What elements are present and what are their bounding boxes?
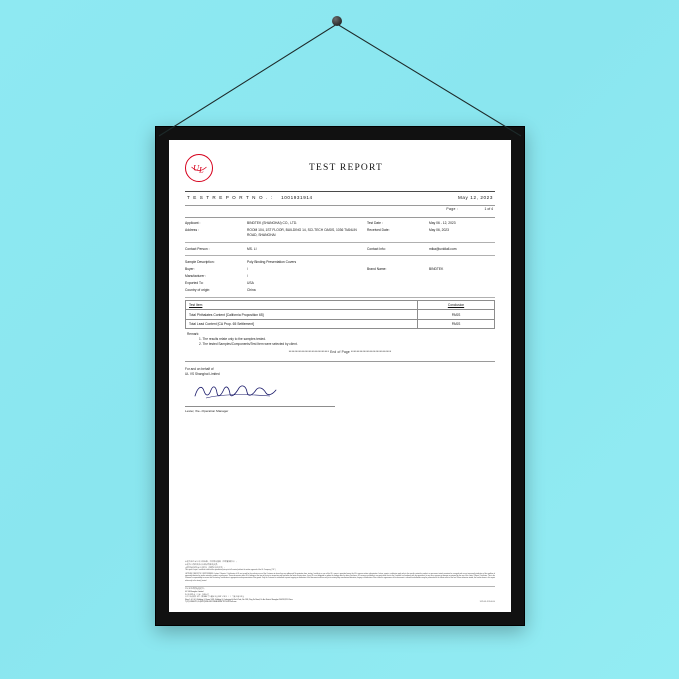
info-value: China — [247, 287, 256, 292]
info-value: BINDTEK (SHANGHAI) CO., LTD. — [247, 221, 298, 226]
picture-frame — [155, 126, 525, 626]
footer-legal-text: LETTERS / REPORTS / CERTIFICATES: Letters / Reports / Certificates of UL are issued for the exclusive use of the Customer to whom they are addressed. No quotation from, testing / certificate or use of the UL's name is permitted except by UL's express written authorization. Letters, reports, certificates apply only to the specific materials, products or processes tested, examined or surveyed and are not necessarily indicative of the qualities of apparently identical or similar materials, products or processes. These documents reflect UL's findings at the time of the test or inspection only and within the limits of instructions, if any. UL is not obligated to update the findings after the date of issuance. UL assumes no liability to any party other than to the Customer in accordance with the agreement, for any loss, expense or damage occasioned by the use of this Letter / Report / Certificate. This is the Customer's responsibility to ensure that the testing / certification is appropriate and representative of the goods. Only the Customer is authorized to permit copying or distribution of this document and then only in its entirety. Any unauthorized alteration, forgery or falsification of the content or appearance of this document is unlawful and offenders may be prosecuted to the fullest extent of the law. Unless otherwise stated, the results shown in this report relate only to the item(s) tested. — [185, 573, 495, 582]
page-title: TEST REPORT — [309, 163, 383, 173]
signature-name: Lester, Xie--Operation Manager — [185, 408, 229, 413]
column-header-test-item: Test Item — [186, 300, 418, 309]
footer-company-cn: 经认证机构的检验报告。 — [185, 588, 206, 591]
info-value: MS. LI — [247, 246, 257, 251]
info-label: Country of origin: — [185, 287, 211, 292]
info-value: May 06, 2023 — [429, 228, 449, 233]
test-item-conclusion: PASS — [418, 319, 495, 328]
report-no-label: T E S T R E P O R T N O . : — [187, 194, 274, 200]
info-value: / — [247, 266, 248, 271]
hanging-wire — [135, 18, 545, 138]
info-label — [367, 260, 429, 265]
info-row — [185, 220, 495, 227]
wall-nail — [332, 16, 342, 26]
report-no-value: 1001931914 — [281, 194, 313, 200]
svg-text:U: U — [193, 162, 200, 173]
document-header — [185, 154, 495, 188]
test-item-conclusion: PASS — [418, 310, 495, 319]
table-row — [186, 319, 495, 328]
info-label: Contact Info: — [367, 246, 386, 251]
report-number-row — [185, 192, 495, 202]
info-label — [367, 281, 429, 286]
svg-text:L: L — [199, 164, 204, 175]
footer-cn-note-3: --如有疑问请与本公司联系（详情见背面条款）。 — [185, 566, 226, 569]
page-value: 1 of 4 — [484, 206, 493, 211]
info-value: / — [247, 273, 248, 278]
footer-company-line-1: UL VS Shanghai Limited — [185, 591, 204, 594]
info-row — [185, 287, 495, 294]
info-value: May 06 - 12, 2023 — [429, 221, 456, 226]
table-header-row — [186, 300, 495, 309]
info-label — [367, 274, 429, 279]
remark-label: Remark: — [187, 332, 200, 337]
document-footer — [185, 561, 495, 604]
results-table — [185, 300, 495, 329]
info-value: Poly Binding Presentation Covers — [247, 259, 297, 264]
info-label: Sample Description: — [185, 259, 215, 264]
applicant-info-block — [185, 217, 495, 293]
end-of-page-marker: **************************** End of Page **************************** — [288, 350, 392, 355]
info-row — [185, 280, 495, 287]
footer-contact: T:(21) 52860713; F:(8621)5286-9812 WEB:WWW.TRYUUPS.all.com — [185, 601, 237, 604]
footer-address-cn: 中国上海市徐汇区桂平路 680 号 5 幢第 3 层 302 室 B 区（二）号楼 1 楼 2-3 层 — [185, 596, 245, 599]
info-value: USA — [247, 280, 254, 285]
footer-cn-note-2: 本报告中的结果仅对所测试的样品负责。 — [185, 563, 220, 566]
remark-section — [185, 329, 495, 347]
behalf-line-2: UL VS Shanghai Limited — [185, 371, 220, 376]
page-label: Page : — [446, 206, 459, 211]
report-date: May 12, 2023 — [457, 194, 493, 200]
table-row — [186, 310, 495, 319]
info-label: Exported To: — [185, 280, 204, 285]
test-report-document — [169, 140, 511, 612]
info-row — [185, 273, 495, 280]
info-value: ROOM 104, 1ST FLOOR, BUILDING 14, SCI-TECH OASIS, 1036 TIANLIN ROAD, SHANGHAI — [247, 228, 357, 238]
info-label: Applicant : — [185, 221, 201, 226]
remark-item: 2. The tested Samples/Components/Test Item were selected by client. — [199, 342, 298, 347]
footer-company-line-2: 优力检测技术（上海）有限公司 — [185, 593, 209, 596]
info-value — [429, 288, 495, 293]
footer-doc-ref: SOP-001-2019-00-00 — [479, 601, 495, 603]
footer-address-en: Floor 1 & 2 & 3, Building 1, Room 1031, Building 3, Caohejing Hi-Tech Park, No. 188, Ping Fu Road, Xu Hui District Shanghai 200231,P.R.China — [185, 598, 293, 601]
remark-item: 1. The results relate only to the samples tested. — [199, 337, 266, 342]
info-label: Brand Name: — [367, 266, 387, 271]
info-label — [367, 288, 429, 293]
info-row — [185, 259, 495, 266]
info-label: Manufacturer : — [185, 273, 207, 278]
ul-logo-icon — [185, 154, 213, 182]
info-value: BINDTEK — [429, 266, 444, 271]
info-value: mika@uvidiali.com — [429, 246, 457, 251]
footer-en-note: This report / report / certificate shall not be reproduced (except in full version) without the written approval of the UL Company. ("UL") — [185, 569, 276, 571]
info-label: Address : — [185, 228, 199, 233]
title-wrap — [223, 163, 495, 173]
test-item-name: Total Lead Content [CA Prop. 65 Settlement] — [186, 319, 418, 328]
footer-cn-note-1: 本报告未经本公司书面批准，不得部分复制（完整复制除外）。 — [185, 560, 238, 563]
info-row — [185, 245, 495, 252]
info-label: Received Date: — [367, 228, 390, 233]
info-row — [185, 266, 495, 273]
info-value — [429, 281, 495, 286]
info-value — [429, 260, 495, 265]
behalf-block — [185, 362, 495, 377]
info-row — [185, 227, 495, 239]
signature-image — [185, 377, 495, 405]
page-indicator — [185, 205, 495, 214]
column-header-conclusion: Conclusion — [418, 300, 495, 309]
info-label: Buyer: — [185, 266, 195, 271]
info-label: Contact Person : — [185, 246, 210, 251]
info-label: Test Date : — [367, 221, 383, 226]
test-item-name: Total Phthalates Content [California Proposition 65] — [186, 310, 418, 319]
behalf-line-1: For and on behalf of — [185, 366, 214, 371]
info-value — [429, 274, 495, 279]
